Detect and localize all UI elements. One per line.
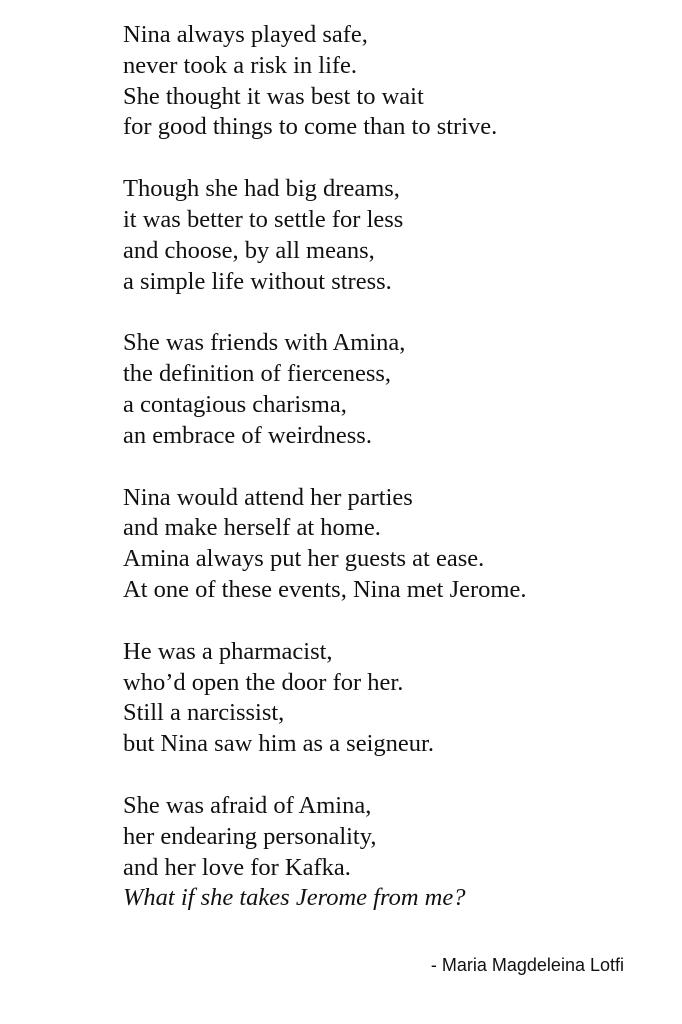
poem-line: for good things to come than to strive. bbox=[123, 113, 498, 141]
poem-line: never took a risk in life. bbox=[123, 51, 358, 79]
poem-line: but Nina saw him as a seigneur. bbox=[123, 730, 434, 758]
poem-line: and make herself at home. bbox=[123, 514, 381, 542]
poem-line: Still a narcissist, bbox=[123, 699, 285, 727]
poem-line: and her love for Kafka. bbox=[123, 853, 351, 881]
poem-line: Amina always put her guests at ease. bbox=[123, 545, 485, 573]
poem-line: an embrace of weirdness. bbox=[123, 421, 372, 449]
poem-line: it was better to settle for less bbox=[123, 205, 404, 233]
poem-line: At one of these events, Nina met Jerome. bbox=[123, 575, 527, 603]
poem-line-italic: What if she takes Jerome from me? bbox=[123, 884, 466, 912]
poem-line: She was afraid of Amina, bbox=[123, 791, 372, 819]
poem-line: the definition of fierceness, bbox=[123, 360, 392, 388]
poem-line: a contagious charisma, bbox=[123, 390, 347, 418]
poem-line: her endearing personality, bbox=[123, 822, 377, 850]
stanza-6 bbox=[123, 791, 663, 914]
poem-line: Nina would attend her parties bbox=[123, 483, 413, 511]
poem-line: She was friends with Amina, bbox=[123, 329, 406, 357]
stanza-2 bbox=[123, 174, 663, 297]
poem-line: Though she had big dreams, bbox=[123, 175, 400, 203]
stanza-1 bbox=[123, 20, 663, 143]
poem-line: She thought it was best to wait bbox=[123, 82, 424, 110]
poem-line: Nina always played safe, bbox=[123, 21, 368, 48]
poem-line: He was a pharmacist, bbox=[123, 637, 333, 665]
stanza-4 bbox=[123, 483, 663, 606]
poem-line: and choose, by all means, bbox=[123, 236, 375, 264]
stanza-3 bbox=[123, 328, 663, 451]
poem bbox=[123, 20, 663, 945]
poem-line: a simple life without stress. bbox=[123, 267, 392, 295]
poem-line: who’d open the door for her. bbox=[123, 668, 404, 696]
author-signature: - Maria Magdeleina Lotfi bbox=[430, 955, 624, 975]
stanza-5 bbox=[123, 637, 663, 760]
